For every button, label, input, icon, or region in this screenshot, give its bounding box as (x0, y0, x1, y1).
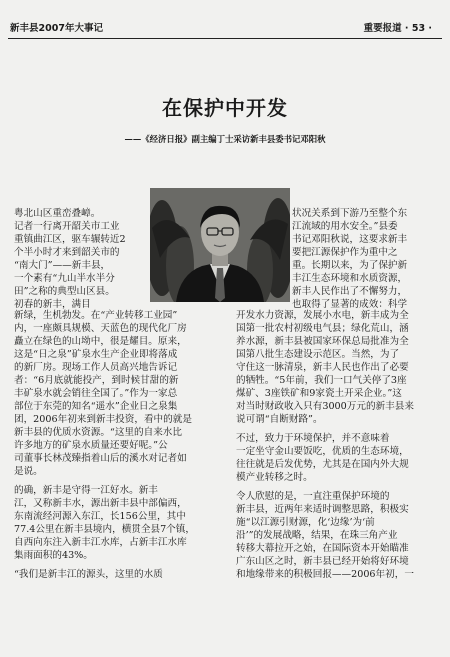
text-line: 重。长期以来，为了保护新 (292, 260, 408, 271)
text-line: 的确，新丰是守得一江好水。新丰 (14, 485, 158, 496)
text-line: 个半小时才来到韶关市的 (14, 247, 120, 258)
portrait-photo (150, 188, 290, 302)
text-line: 新丰人民作出了不懈努力， (292, 286, 408, 297)
article-subtitle: ——《经济日报》副主编丁士采访新丰县委书记邓阳秋 (124, 134, 326, 144)
text-line: 内，一座颇具规模、天蓝色的现代化厂房 (14, 323, 187, 334)
text-line: 也取得了显著的成效：科学 (292, 299, 408, 310)
text-line: 新丰县，近两年来适时调整思路，积极实 (236, 504, 409, 515)
text-line: 和地缘带来的积极回报——2006年初，一 (236, 569, 414, 580)
text-line: 丰江生态环境和水质资源， (292, 273, 408, 284)
left-column-bottom (14, 309, 214, 581)
text-line: 新丰县的优质水资源。“这里的自来水比 (14, 427, 182, 438)
right-column-bottom (236, 309, 442, 581)
text-line: 东南流经河源入东江，长156公里，其中 (14, 511, 186, 522)
text-line: 重镇曲江区，驱车辗转近2 (14, 234, 126, 245)
text-line: 转移大幕拉开之始，在国际资本开始瞄准 (236, 543, 409, 554)
text-line: 状况关系到下游乃至整个东 (292, 208, 408, 219)
portrait-image (150, 188, 290, 302)
text-line: 江，又称新丰水，源出新丰县中部偏西， (14, 498, 187, 509)
right-column-top (292, 207, 442, 311)
text-line: 团，2006年初来到新丰投资，看中的就是 (14, 414, 192, 425)
text-line: 对当时财政收入只有3000万元的新丰县来 (236, 401, 414, 412)
text-line: 令人欣慰的是，一直注重保护环境的 (236, 491, 390, 502)
text-line: 部位于东莞的知名“遥水”企业日之泉集 (14, 401, 178, 412)
text-line: 广东山区之时，新丰县已经开始将好环境 (236, 556, 409, 567)
text-line: 江流域的用水安全。”县委 (292, 221, 398, 232)
text-line: 许多地方的矿泉水质量还要好呢。”公 (14, 440, 168, 451)
text-line: 新绿，生机勃发。在“产业转移工业园” (14, 310, 178, 321)
text-line: 集雨面积的43%。 (14, 550, 93, 561)
text-line: 不过，致力于环境保护，并不意味着 (236, 433, 390, 444)
text-line: 矗立在绿色的山坳中，很是耀目。原来， (14, 336, 187, 347)
text-line: “我们是新丰江的源头，这里的水质 (14, 569, 163, 580)
text-line: 施“以江源引财源，化‘边缘’为‘前 (236, 517, 375, 528)
text-line: “南大门”——新丰县， (14, 260, 111, 271)
running-header-right: 重要报道 · 53 · (363, 23, 432, 34)
text-line: 自西向东注入新丰江水库，占新丰江水库 (14, 537, 187, 548)
text-line: 记者一行离开韶关市工业 (14, 221, 120, 232)
text-line: 要把江源保护作为重中之 (292, 247, 398, 258)
text-line: 司董事长林茂臻指着山后的溪水对记者如 (14, 453, 187, 464)
text-line: 的牺牲。“5年前，我们一口气关停了3座 (236, 375, 407, 386)
text-line: 是说。 (14, 466, 43, 477)
text-line: 77.4公里在新丰县境内，横贯全县7个镇， (14, 524, 195, 535)
text-line: 丰矿泉水就会销往全国了。”作为一家总 (14, 388, 178, 399)
text-line: 田”之称的典型山区县。 (14, 286, 115, 297)
text-line: 这是“日之泉”矿泉水生产企业即将落成 (14, 349, 178, 360)
left-column-top (14, 207, 150, 311)
text-line: 粤北山区重峦叠嶂。 (14, 208, 101, 219)
text-line: 的新厂房。现场工作人员高兴地告诉记 (14, 362, 178, 373)
article-title: 在保护中开发 (162, 96, 288, 120)
text-line: 开发水力资源，发展小水电，新丰成为全 (236, 310, 409, 321)
header-divider (8, 38, 442, 39)
text-line: 沿’”的发展战略，结果，在珠三角产业 (236, 530, 398, 541)
text-line: 一个素有“九山半水半分 (14, 273, 115, 284)
text-line: 煤矿、3座铁矿和9家瓷土开采企业。”这 (236, 388, 402, 399)
text-line: 说可谓“自断财路”。 (236, 414, 323, 425)
page-header (0, 0, 450, 40)
text-line: 养水源，新丰县被国家环保总局批准为全 (236, 336, 409, 347)
text-line: 一定坐守金山要饭吃，优质的生态环境， (236, 446, 409, 457)
text-line: 国第一批农村初级电气县；绿化荒山，涵 (236, 323, 409, 334)
text-line: 往往就是后发优势，尤其是在国内外大规 (236, 459, 409, 470)
text-line: 模产业转移之时。 (236, 472, 313, 483)
text-line: 书记邓阳秋说，这要求新丰 (292, 234, 408, 245)
text-line: 初春的新丰，满目 (14, 299, 91, 310)
text-line: 者：“6月底就能投产，到时候甘甜的新 (14, 375, 179, 386)
running-header-left: 新丰县2007年大事记 (10, 23, 103, 34)
text-line: 守住这一脉清泉，新丰人民也作出了必要 (236, 362, 409, 373)
text-line: 国第八批生态建设示范区。当然，为了 (236, 349, 400, 360)
